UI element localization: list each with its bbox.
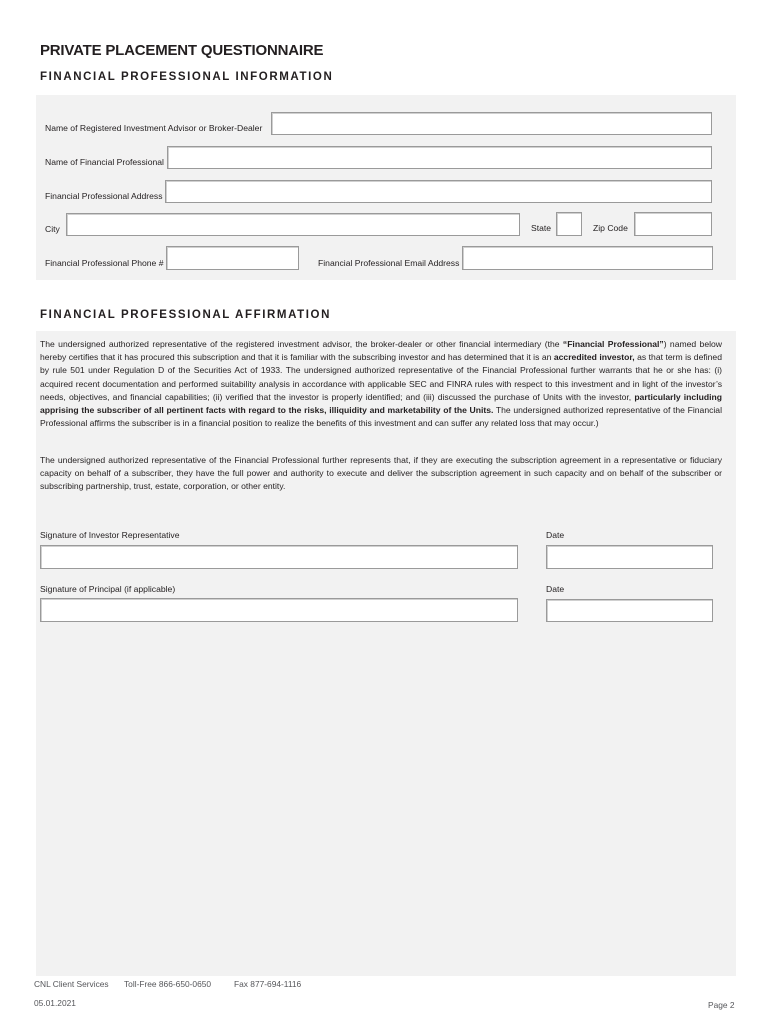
phone-field[interactable] — [166, 246, 299, 270]
fp-name-field[interactable] — [167, 146, 712, 169]
sig-principal-label: Signature of Principal (if applicable) — [40, 584, 176, 594]
date-field-1[interactable] — [546, 545, 713, 569]
ria-label: Name of Registered Investment Advisor or Broker-Dealer — [45, 123, 263, 133]
sig-investor-field[interactable] — [40, 545, 518, 569]
emphasis-text: “Financial Professional” — [562, 339, 664, 349]
affirmation-paragraph-1 — [40, 338, 722, 430]
body-text: ) named below hereby certifies that it has procured this subscription and that it is familiar with the subscribing investor and has determined that it is an — [40, 339, 723, 363]
date-label-2: Date — [546, 584, 565, 594]
sig-investor-label: Signature of Investor Representative — [40, 530, 180, 540]
zip-field[interactable] — [634, 212, 712, 236]
email-label: Financial Professional Email Address — [318, 258, 460, 268]
body-text: The undersigned authorized representative of the registered investment advisor, the broker-dealer or other financial intermediary (the — [40, 339, 563, 349]
footer-company: CNL Client Services — [34, 979, 109, 989]
city-field[interactable] — [66, 213, 520, 236]
phone-label: Financial Professional Phone # — [45, 258, 164, 268]
emphasis-text: particularly including apprising the subscriber of all pertinent facts with regard to the risks, illiquidity and marketability of the Units. — [40, 391, 722, 416]
email-field[interactable] — [462, 246, 713, 270]
document-title: PRIVATE PLACEMENT QUESTIONNAIRE — [40, 42, 324, 59]
fp-info-heading: FINANCIAL PROFESSIONAL INFORMATION — [40, 71, 334, 83]
emphasis-text: accredited investor, — [553, 352, 635, 363]
city-label: City — [45, 224, 60, 234]
fp-address-label: Financial Professional Address — [45, 191, 163, 201]
date-field-2[interactable] — [546, 599, 713, 622]
body-text: as that term is defined by rule 501 under Regulation D of the Securities Act of 1933. The undersigned authorized representative of the Financial Professional further warrants that he or she has: (i) acquired recent documentation and performed suitability analysis in accordance with applicable SEC and FINRA rules with respect to this investment and in light of the investor’s needs, objectives, and financial capabilities; (ii) verified that the investor is properly identified; and (iii) discussed the purchase of Units with the investor, — [40, 352, 722, 402]
body-text: The undersigned authorized representative of the Financial Professional affirms the subscriber is in a financial position to realize the benefits of this investment and can suffer any related loss that may occur.) — [40, 405, 722, 429]
sig-principal-field[interactable] — [40, 598, 518, 622]
affirmation-heading: FINANCIAL PROFESSIONAL AFFIRMATION — [40, 309, 331, 321]
zip-label: Zip Code — [593, 223, 628, 233]
footer-date: 05.01.2021 — [34, 998, 76, 1008]
footer-fax: Fax 877-694-1116 — [234, 979, 302, 989]
footer-tollfree: Toll-Free 866-650-0650 — [124, 979, 212, 989]
date-label-1: Date — [546, 530, 565, 540]
fp-address-field[interactable] — [165, 180, 712, 203]
fp-name-label: Name of Financial Professional — [45, 157, 164, 167]
state-label: State — [531, 223, 552, 233]
affirmation-paragraph-2: The undersigned authorized representative of the Financial Professional further represents that, if they are executing the subscription agreement in a representative or fiduciary capacity on behalf of a subscriber, they have the full power and authority to execute and deliver the subscription agreement in such capacity and on behalf of the subscriber or subscribing partnership, trust, estate, corporation, or other entity. — [40, 455, 722, 492]
footer-page-number: Page 2 — [708, 1000, 735, 1010]
ria-field[interactable] — [271, 112, 712, 135]
state-field[interactable] — [556, 212, 582, 236]
